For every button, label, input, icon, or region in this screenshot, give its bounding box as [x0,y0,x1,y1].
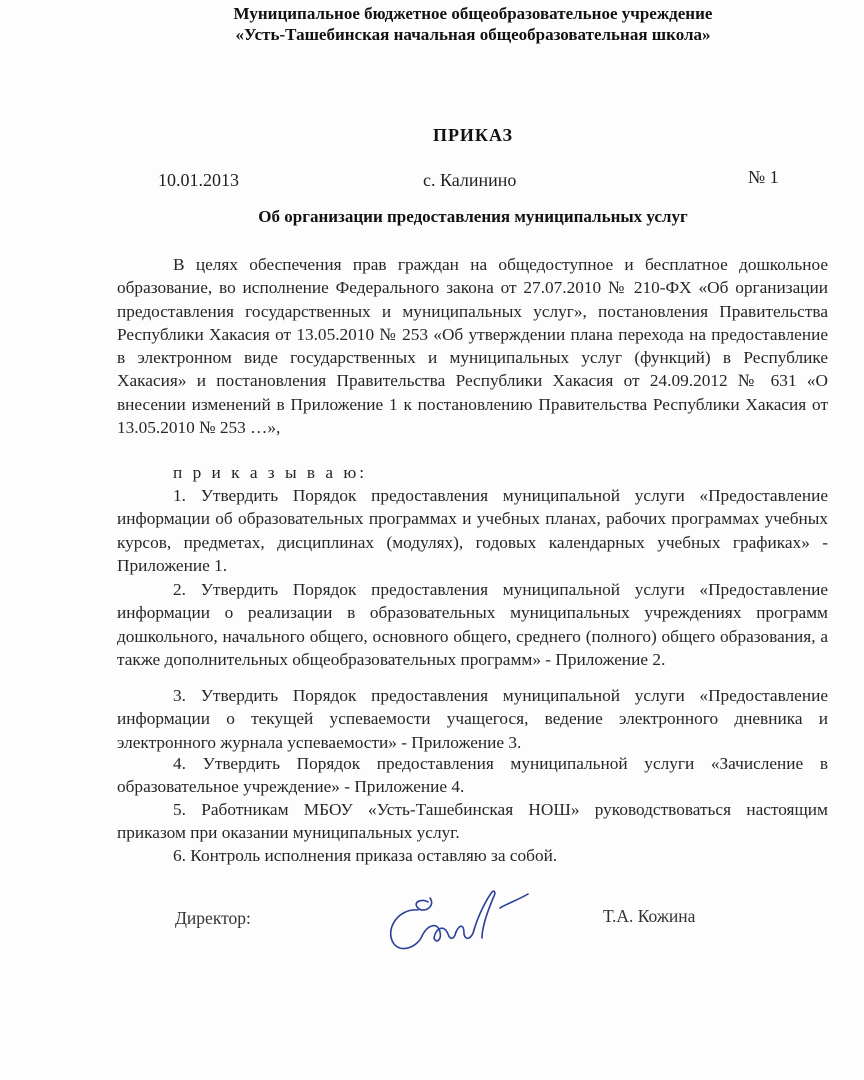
order-item-1: 1. Утвердить Порядок предоставления муниципальной услуги «Предоставление информации об образовательных программах и учебных планах, рабочих программах учебных курсов, предметах, дисциплинах (модулях), годовых календарных учебных графиках» - Приложение 1. [117,486,828,575]
document-number: № 1 [748,167,779,187]
order-item-5: 5. Работникам МБОУ «Усть-Ташебинская НОШ» руководствоваться настоящим приказом при оказании муниципальных услуг. [117,800,828,843]
institution-name-line2: «Усть-Ташебинская начальная общеобразовательная школа» [235,25,711,44]
preamble-paragraph: В целях обеспечения прав граждан на общедоступное и бесплатное дошкольное образование, во исполнение Федерального закона от 27.07.2010 № 210-ФХ «Об организации предоставления государственных и муниципальных услуг», постановления Правительства Республики Хакасия от 13.05.2010 № 253 «Об утверждении плана перехода на предоставление в электронном виде государственных и муниципальных услуг (функций) в Республике Хакасия» и постановления Правительства Республики Хакасия от 24.09.2012 № 631 «О внесении изменений в Приложение 1 к постановлению Правительства Республики Хакасия от 13.05.2010 № 253 …», [117,255,828,438]
order-item-4: 4. Утвердить Порядок предоставления муниципальной услуги «Зачисление в образовательное учреждение» - Приложение 4. [117,754,828,797]
order-item-3: 3. Утвердить Порядок предоставления муниципальной услуги «Предоставление информации о текущей успеваемости учащегося, ведение электронного дневника и электронного журнала успеваемости» - Приложение 3. [117,686,828,752]
order-item-6: 6. Контроль исполнения приказа оставляю за собой. [173,846,558,865]
document-place: с. Калинино [423,170,517,190]
document-date: 10.01.2013 [158,170,239,190]
signatory-name: Т.А. Кожина [603,906,696,926]
signatory-title: Директор: [175,908,251,928]
order-word-block [117,461,828,484]
item-3-block [117,684,828,754]
item-2-block [117,578,828,671]
item-5-block [117,798,828,845]
institution-name-line1: Муниципальное бюджетное общеобразовательное учреждение [233,4,713,23]
document-subject: Об организации предоставления муниципальных услуг [258,207,688,226]
order-word: п р и к а з ы в а ю: [173,463,368,482]
order-item-2: 2. Утвердить Порядок предоставления муниципальной услуги «Предоставление информации о реализации в образовательных муниципальных учреждениях программ дошкольного, начального общего, основного общего, среднего (полного) общего образования, а также дополнительных общеобразовательных программ» - Приложение 2. [117,580,828,669]
preamble-block [117,253,828,439]
document-title: ПРИКАЗ [432,125,514,145]
item-1-block [117,484,828,577]
item-4-block [117,752,828,799]
item-6-block [117,844,828,867]
handwritten-signature [378,880,548,960]
